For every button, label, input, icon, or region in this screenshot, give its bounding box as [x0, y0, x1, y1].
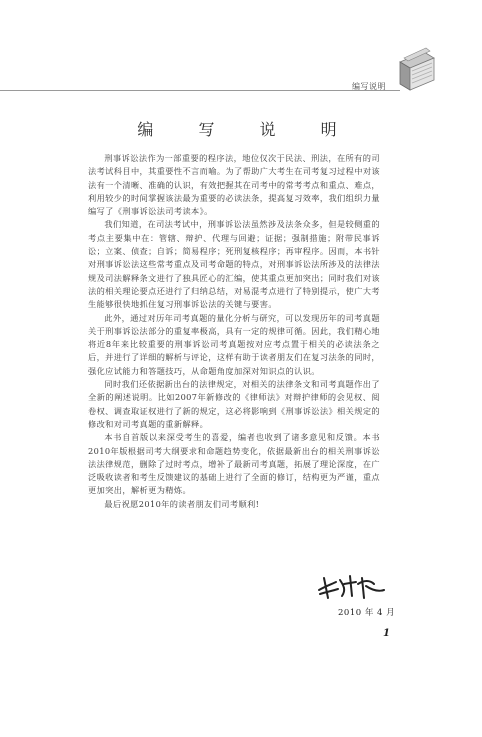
header-section-label: 编写说明 — [352, 82, 386, 91]
date: 2010 年 4 月 — [338, 608, 396, 618]
header-divider — [0, 90, 400, 91]
paragraph-5: 本书自首版以来深受考生的喜爱，编者也收到了诸多意见和反馈。本书2010年版根据司考大纲要求和命题趋势变化，依据最新出台的相关刑事诉讼法法律规范，删除了过时考点，增补了最新司考真题，拓展了理论深度，在广泛吸收读者和考生反馈建议的基础上进行了全面的修订，结构更为严谨，重点更加突出，解析更为精炼。 — [88, 432, 380, 496]
handwritten-signature-icon — [316, 572, 388, 600]
page-title: 编 写 说 明 — [137, 120, 357, 139]
page-number: 1 — [383, 628, 390, 639]
paragraph-2: 我们知道，在司法考试中，刑事诉讼法虽然涉及法条众多，但是较侧重的考点主要集中在：管辖、辩护、代理与回避；证据；强制措施；附带民事诉讼；立案、侦查；自诉；简易程序；死刑复核程序；再审程序。因而，本书针对刑事诉讼法这些常考重点及司考命题的特点，对刑事诉讼法所涉及的法律法规及司法解释条文进行了独具匠心的汇编，使其重点更加突出；同时我们对该法的相关理论要点还进行了归纳总结，对易混考点进行了特别提示，使广大考生能够很快地抓住复习刑事诉讼法的关键与要害。 — [88, 219, 380, 310]
body-text — [88, 152, 380, 511]
paragraph-4: 同时我们还依据新出台的法律规定，对相关的法律条文和司考真题作出了全新的阐述说明。比如2007年新修改的《律师法》对辩护律师的会见权、阅卷权、调查取证权进行了新的规定，这必将影响到《刑事诉讼法》相关规定的修改和对司考真题的重新解释。 — [88, 379, 380, 429]
paragraph-3: 此外，通过对历年司考真题的量化分析与研究，可以发现历年的司考真题关于刑事诉讼法部分的重复率极高，具有一定的规律可循。因此，我们精心地将近8年来比较重要的刑事诉讼司考真题按对应考点置于相关的必读法条之后，并进行了详细的解析与评论，这样有助于读者朋友们在复习法条的同时，强化应试能力和答题技巧，从命题角度加深对知识点的认识。 — [88, 312, 380, 376]
paragraph-6: 最后祝愿2010年的读者朋友们司考顺利! — [104, 498, 260, 509]
book-stack-icon — [394, 46, 438, 98]
paragraph-1: 刑事诉讼法作为一部重要的程序法，地位仅次于民法、刑法，在所有的司法考试科目中，其重要性不言而喻。为了帮助广大考生在司考复习过程中对该法有一个清晰、准确的认识，有效把握其在司考中的常考考点和重点、难点，利用较少的时间掌握该法最为重要的必读法条，提高复习效率，我们组织力量编写了《刑事诉讼法司考读本》。 — [88, 153, 380, 217]
